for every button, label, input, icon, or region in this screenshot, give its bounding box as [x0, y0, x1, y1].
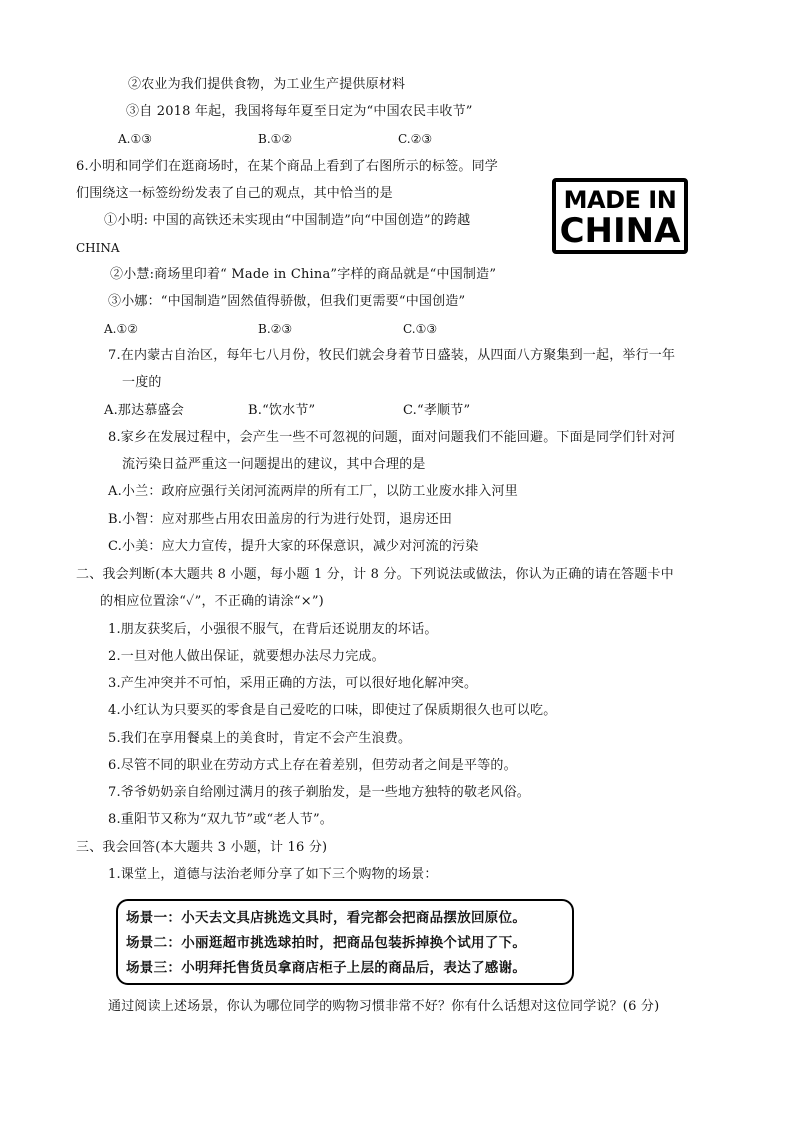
- q5-statement-3: ③自 2018 年起，我国将每年夏至日定为“中国农民丰收节”: [126, 104, 473, 119]
- judge-item: 8.重阳节又称为“双九节”或“老人节”。: [108, 812, 333, 827]
- scene-2: 场景二：小丽逛超市挑选球拍时，把商品包装拆掉换个试用了下。: [126, 935, 527, 951]
- q7-option-b: B.“饮水节”: [248, 403, 316, 418]
- q5-option-a: A.①③: [118, 132, 152, 146]
- scene-3: 场景三：小明拜托售货员拿商店柜子上层的商品后，表达了感谢。: [126, 960, 527, 976]
- judge-item: 4.小红认为只要买的零食是自己爱吃的口味，即使过了保质期很久也可以吃。: [108, 703, 557, 718]
- part3-q1-intro: 1.课堂上，道德与法治老师分享了如下三个购物的场景：: [108, 867, 438, 882]
- part3-q1-question: 通过阅读上述场景，你认为哪位同学的购物习惯非常不好？你有什么话想对这位同学说？(6 分): [108, 999, 660, 1014]
- q6-stem-line2: 们围绕这一标签纷纷发表了自己的观点，其中恰当的是: [76, 186, 393, 201]
- q6-option-b: B.②③: [258, 322, 293, 336]
- q6-stem-line1: 6.小明和同学们在逛商场时，在某个商品上看到了右图所示的标签。同学: [76, 159, 499, 174]
- q6-statement-2: ②小慧:商场里印着“ Made in China”字样的商品就是“中国制造”: [110, 267, 497, 282]
- part3-heading: 三、我会回答(本大题共 3 小题，计 16 分): [76, 840, 328, 855]
- q7-stem-line1: 7.在内蒙古自治区，每年七八月份，牧民们就会身着节日盛装，从四面八方聚集到一起，举行一年: [108, 348, 676, 363]
- q8-option-a: A.小兰：政府应强行关闭河流两岸的所有工厂，以防工业废水排入河里: [108, 484, 518, 499]
- judge-item: 7.爷爷奶奶亲自给刚过满月的孩子剃胎发，是一些地方独特的敬老风俗。: [108, 785, 531, 800]
- judge-item: 6.尽管不同的职业在劳动方式上存在着差别，但劳动者之间是平等的。: [108, 758, 517, 773]
- judge-item: 5.我们在享用餐桌上的美食时，肯定不会产生浪费。: [108, 731, 412, 746]
- q6-statement-1: ①小明: 中国的高铁还未实现由“中国制造”向“中国创造”的跨越: [104, 213, 471, 228]
- q6-statement-3: ③小娜：“中国制造”固然值得骄傲，但我们更需要“中国创造”: [108, 294, 466, 309]
- q8-option-c: C.小美：应大力宣传，提升大家的环保意识，减少对河流的污染: [108, 539, 479, 554]
- q6-option-c: C.①③: [403, 322, 438, 336]
- q6-option-a: A.①②: [104, 322, 138, 336]
- q8-stem-line1: 8.家乡在发展过程中，会产生一些不可忽视的问题，面对问题我们不能回避。下面是同学们针对河: [108, 430, 676, 445]
- judge-item: 3.产生冲突并不可怕，采用正确的方法，可以很好地化解冲突。: [108, 676, 478, 691]
- q5-option-c: C.②③: [398, 132, 433, 146]
- q8-stem-line2: 流污染日益严重这一问题提出的建议，其中合理的是: [122, 457, 426, 472]
- q8-option-b: B.小智：应对那些占用农田盖房的行为进行处罚，退房还田: [108, 512, 453, 527]
- part2-heading-line1: 二、我会判断(本大题共 8 小题，每小题 1 分，计 8 分。下列说法或做法，你认为正确的请在答题卡中: [76, 567, 674, 582]
- label-line1: MADE IN: [563, 186, 677, 214]
- q5-option-b: B.①②: [258, 132, 293, 146]
- judge-item: 1.朋友获奖后，小强很不服气，在背后还说朋友的坏话。: [108, 622, 438, 637]
- q7-option-c: C.“孝顺节”: [403, 403, 471, 418]
- q6-statement-1-wrap: CHINA: [76, 241, 120, 255]
- q5-statement-2: ②农业为我们提供食物，为工业生产提供原材料: [128, 77, 406, 92]
- label-line2: CHINA: [559, 211, 681, 251]
- q7-stem-line2: 一度的: [122, 375, 162, 390]
- shopping-scenes-box: [116, 899, 574, 985]
- scene-1: 场景一：小天去文具店挑选文具时，看完都会把商品摆放回原位。: [126, 910, 527, 926]
- part2-heading-line2: 的相应位置涂“✓”，不正确的请涂“×”): [100, 594, 324, 609]
- q7-option-a: A.那达慕盛会: [104, 403, 184, 418]
- judge-item: 2.一旦对他人做出保证，就要想办法尽力完成。: [108, 649, 385, 664]
- made-in-china-label: [552, 178, 688, 254]
